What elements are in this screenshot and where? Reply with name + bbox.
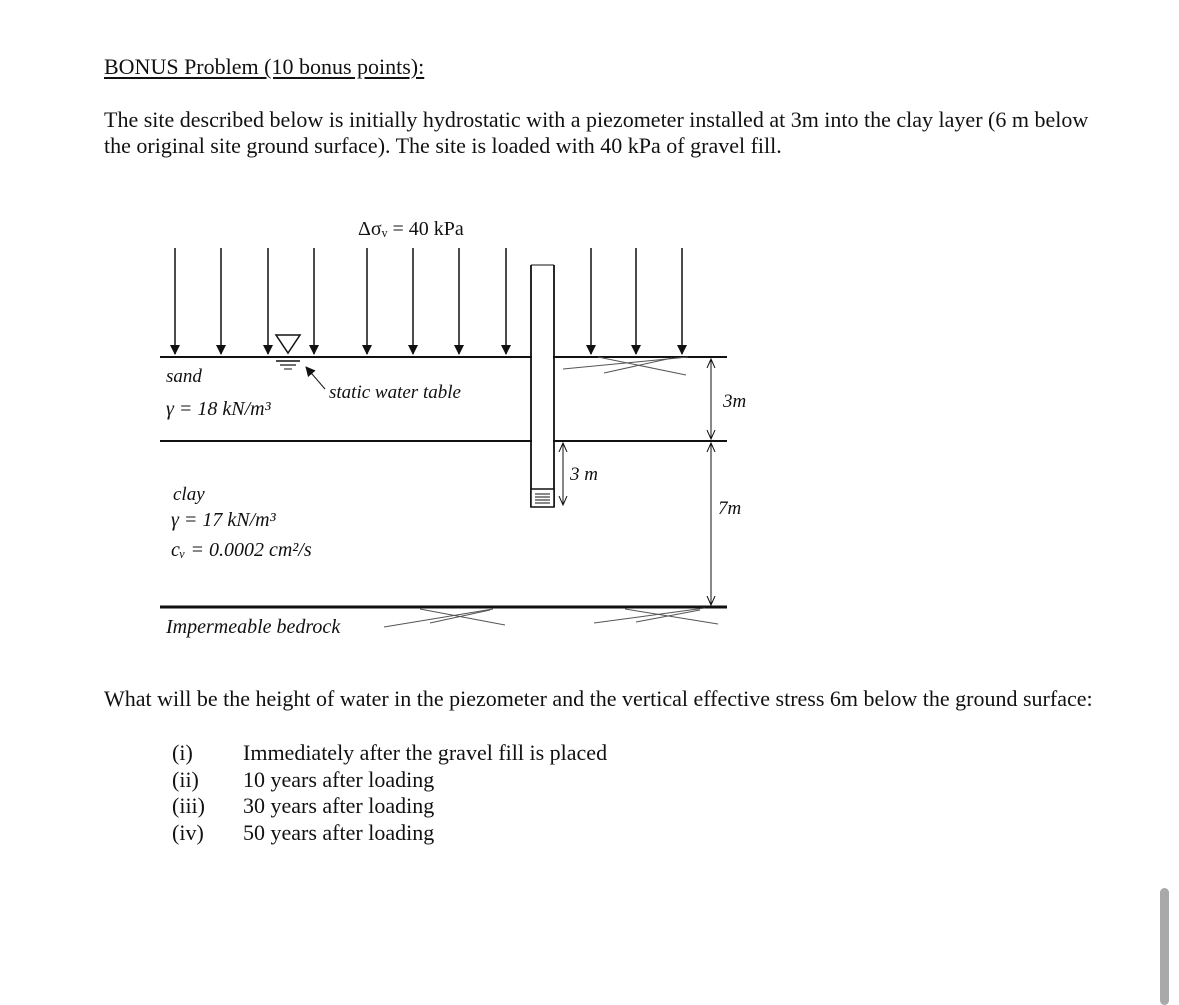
piezometer-icon: [531, 265, 554, 507]
bedrock-hatch: [384, 608, 718, 627]
load-arrows: [175, 248, 682, 354]
sand-label: sand: [166, 366, 202, 387]
list-item-text: Immediately after the gravel fill is placed: [243, 740, 608, 765]
intro-paragraph: The site described below is initially hydrostatic with a piezometer installed at 3m into the clay layer (6 m below the original site ground surface). The site is loaded with 40 kPa of gravel fill.: [104, 107, 1089, 158]
list-item: [172, 740, 607, 767]
water-table-label: static water table: [329, 382, 461, 403]
sand-unit-weight: γ = 18 kN/m³: [166, 398, 271, 420]
list-item: [172, 793, 607, 820]
list-item-text: 10 years after loading: [243, 766, 435, 792]
vertical-scrollbar[interactable]: [1160, 888, 1169, 1005]
question-paragraph: What will be the height of water in the piezometer and the vertical effective stress 6m below the ground surface:: [104, 686, 1093, 711]
problem-heading: BONUS Problem (10 bonus points):: [104, 54, 425, 79]
list-item-number: (iii): [172, 793, 205, 818]
clay-thickness-label: 7m: [718, 498, 742, 519]
bedrock-label: Impermeable bedrock: [166, 616, 341, 638]
water-table-leader: [306, 367, 325, 389]
water-table-icon: [276, 335, 300, 369]
load-label: Δσᵥ = 40 kPa: [358, 218, 464, 240]
clay-label: clay: [173, 484, 205, 505]
list-item: [172, 767, 607, 794]
list-item: [172, 820, 607, 847]
piezometer-depth-label: 3 m: [570, 464, 598, 485]
list-item-number: (ii): [172, 766, 199, 792]
clay-unit-weight: γ = 17 kN/m³: [171, 509, 276, 531]
sand-thickness-label: 3m: [723, 391, 747, 412]
list-item-text: 50 years after loading: [243, 819, 435, 845]
list-item-number: (i): [172, 740, 193, 765]
list-item-number: (iv): [172, 819, 204, 845]
clay-cv: cᵥ = 0.0002 cm²/s: [171, 539, 312, 561]
list-item-text: 30 years after loading: [243, 793, 435, 818]
ground-hatch: [563, 357, 688, 375]
question-list: [172, 740, 607, 846]
